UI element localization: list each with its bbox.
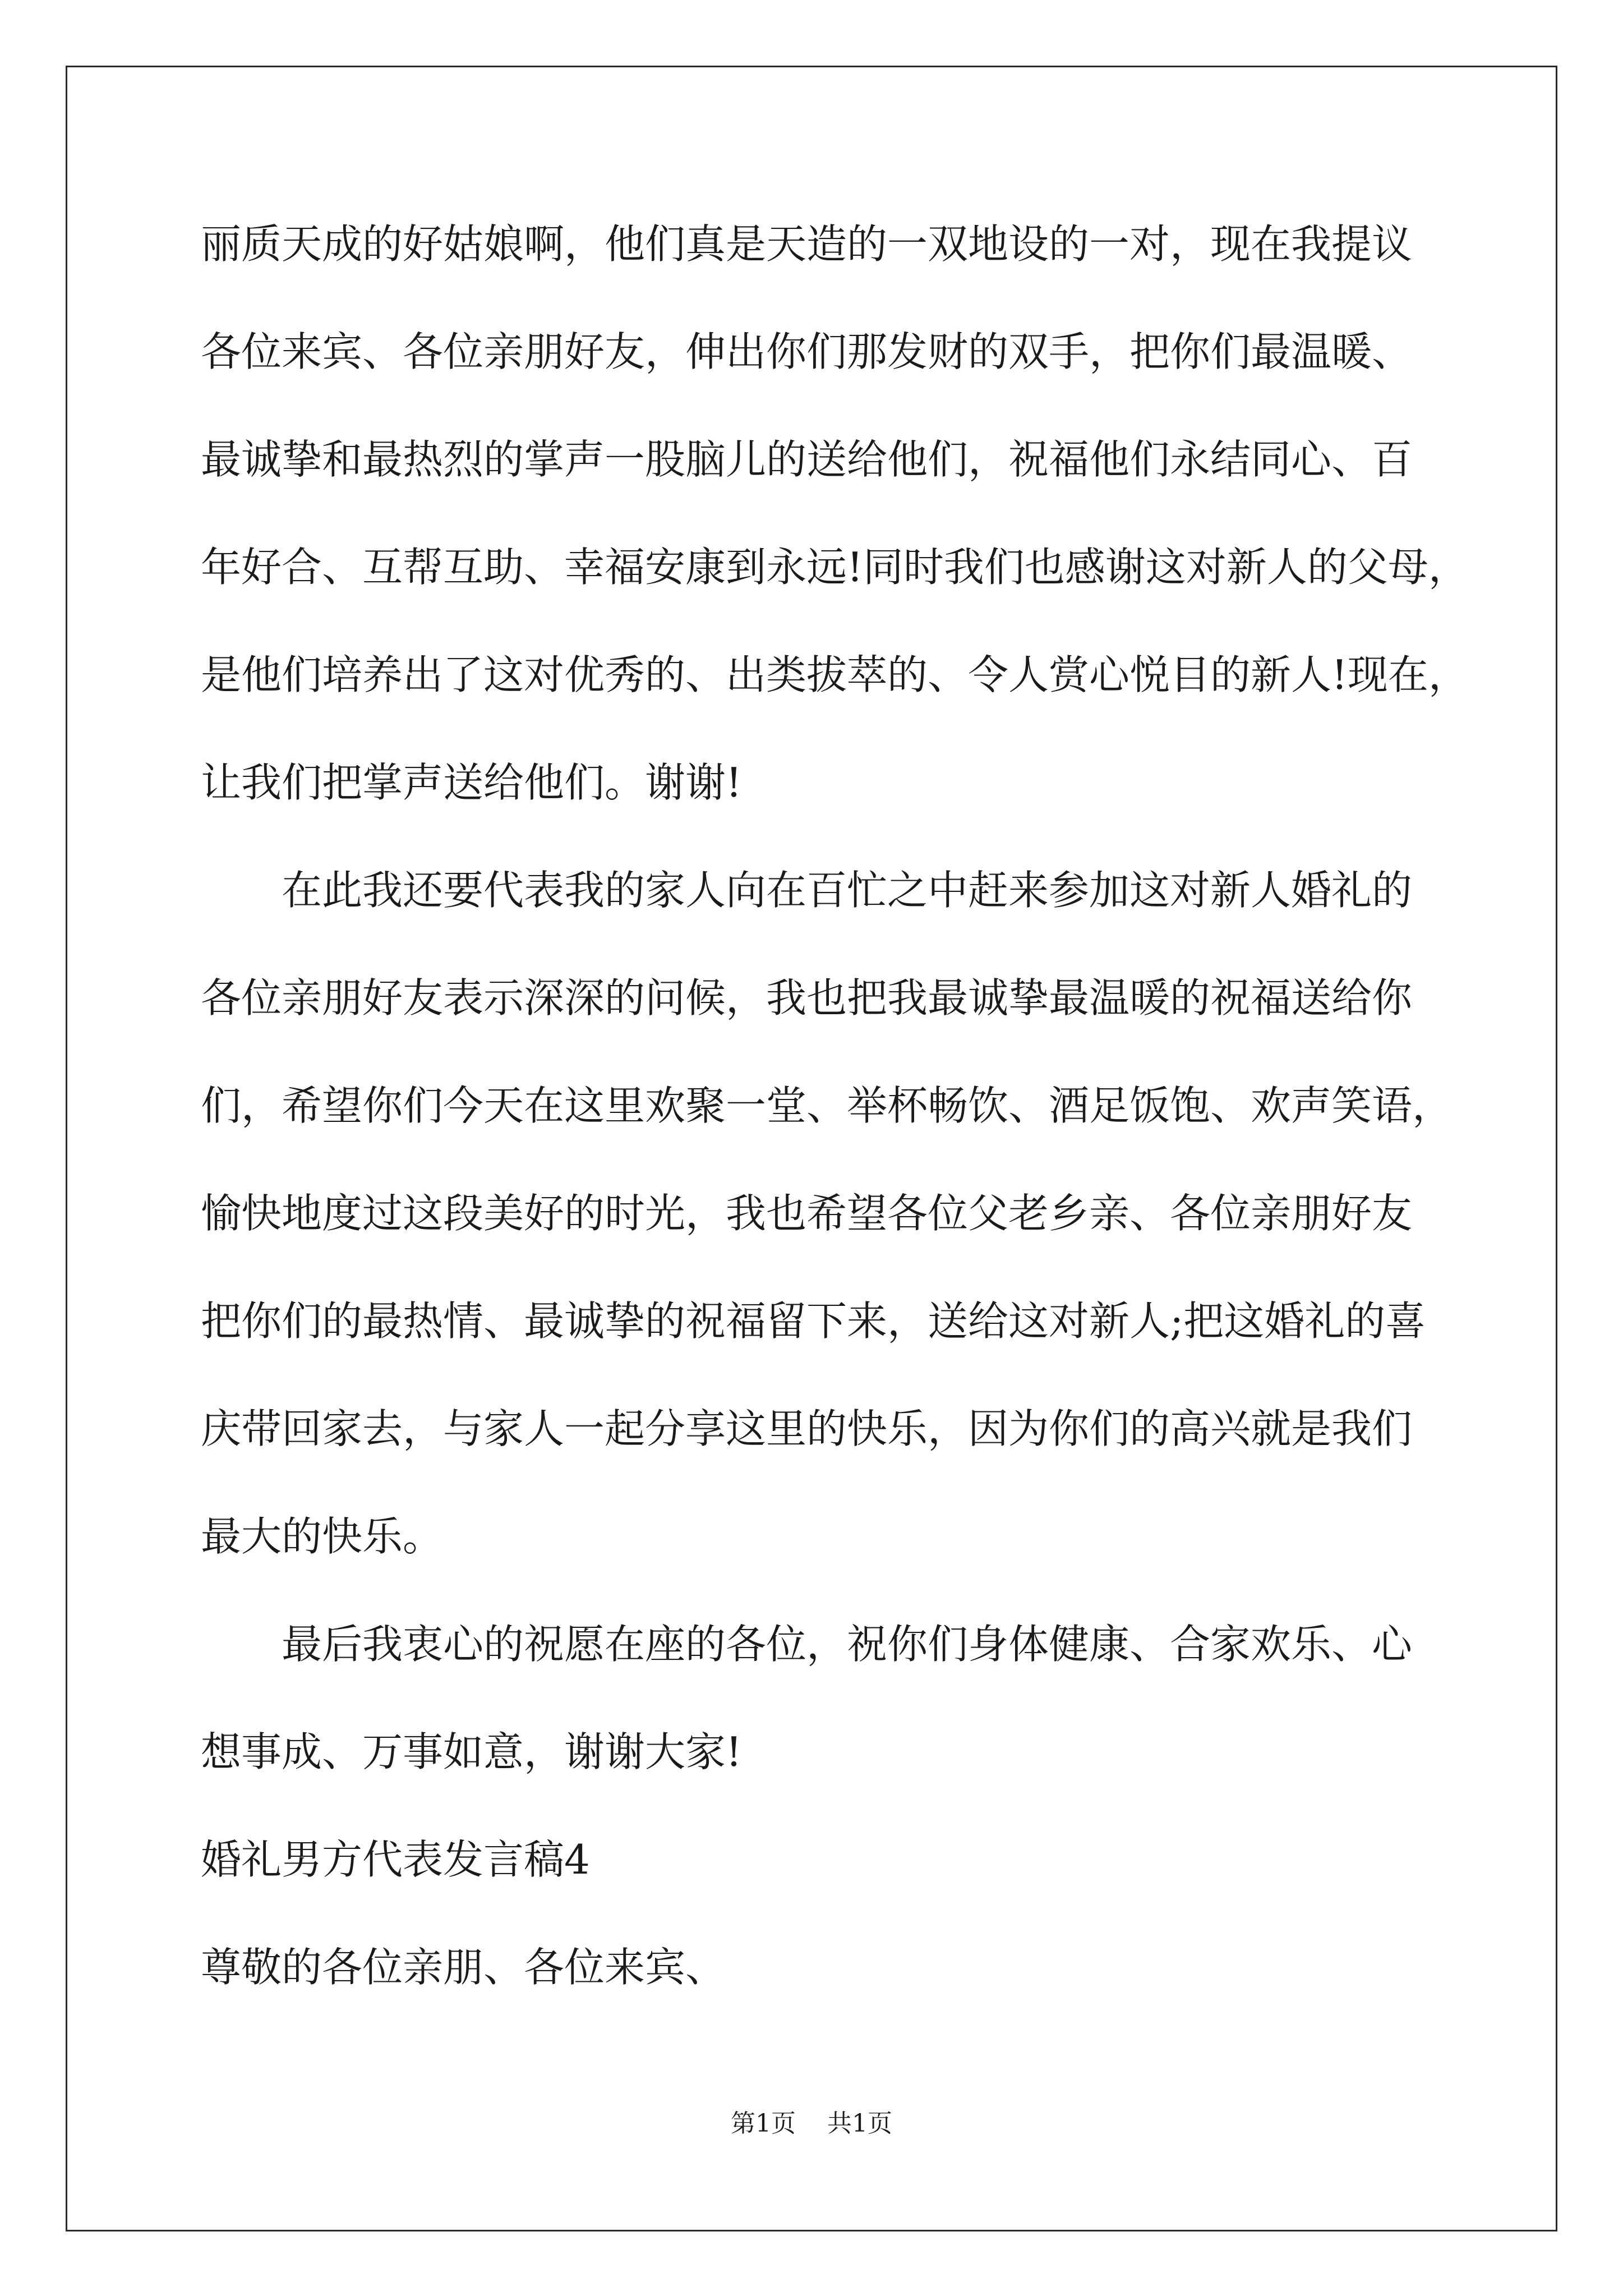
text-line: 最诚挚和最热烈的掌声一股脑儿的送给他们，祝福他们永结同心、百 [201, 436, 1413, 483]
text-line: 年好合、互帮互助、幸福安康到永远!同时我们也感谢这对新人的父母， [201, 544, 1469, 591]
text-line: 愉快地度过这段美好的时光，我也希望各位父老乡亲、各位亲朋好友 [201, 1190, 1413, 1237]
salutation-line: 尊敬的各位亲朋、各位来宾、 [201, 1944, 726, 1991]
page-frame [66, 66, 1557, 2231]
text-line: 庆带回家去，与家人一起分享这里的快乐，因为你们的高兴就是我们 [201, 1405, 1413, 1452]
text-line: 是他们培养出了这对优秀的、出类拔萃的、令人赏心悦目的新人!现在， [201, 651, 1469, 698]
text-line: 最大的快乐。 [201, 1513, 444, 1560]
text-line: 们，希望你们今天在这里欢聚一堂、举杯畅饮、酒足饭饱、欢声笑语， [201, 1082, 1453, 1129]
text-line: 丽质天成的好姑娘啊，他们真是天造的一双地设的一对，现在我提议 [201, 220, 1413, 268]
section-heading: 婚礼男方代表发言稿4 [201, 1836, 590, 1883]
text-line: 各位来宾、各位亲朋好友，伸出你们那发财的双手，把你们最温暖、 [201, 328, 1413, 375]
paragraph-start-line: 在此我还要代表我的家人向在百忙之中赶来参加这对新人婚礼的 [282, 867, 1413, 914]
page-footer [0, 2108, 1623, 2139]
page-number: 第1页 [731, 2109, 796, 2138]
text-line: 想事成、万事如意，谢谢大家! [201, 1728, 742, 1775]
text-line: 把你们的最热情、最诚挚的祝福留下来，送给这对新人;把这婚礼的喜 [201, 1297, 1426, 1345]
page-total: 共1页 [827, 2109, 892, 2138]
paragraph-start-line: 最后我衷心的祝愿在座的各位，祝你们身体健康、合家欢乐、心 [282, 1621, 1413, 1668]
text-line: 各位亲朋好友表示深深的问候，我也把我最诚挚最温暖的祝福送给你 [201, 974, 1413, 1022]
text-line: 让我们把掌声送给他们。谢谢! [201, 759, 742, 806]
